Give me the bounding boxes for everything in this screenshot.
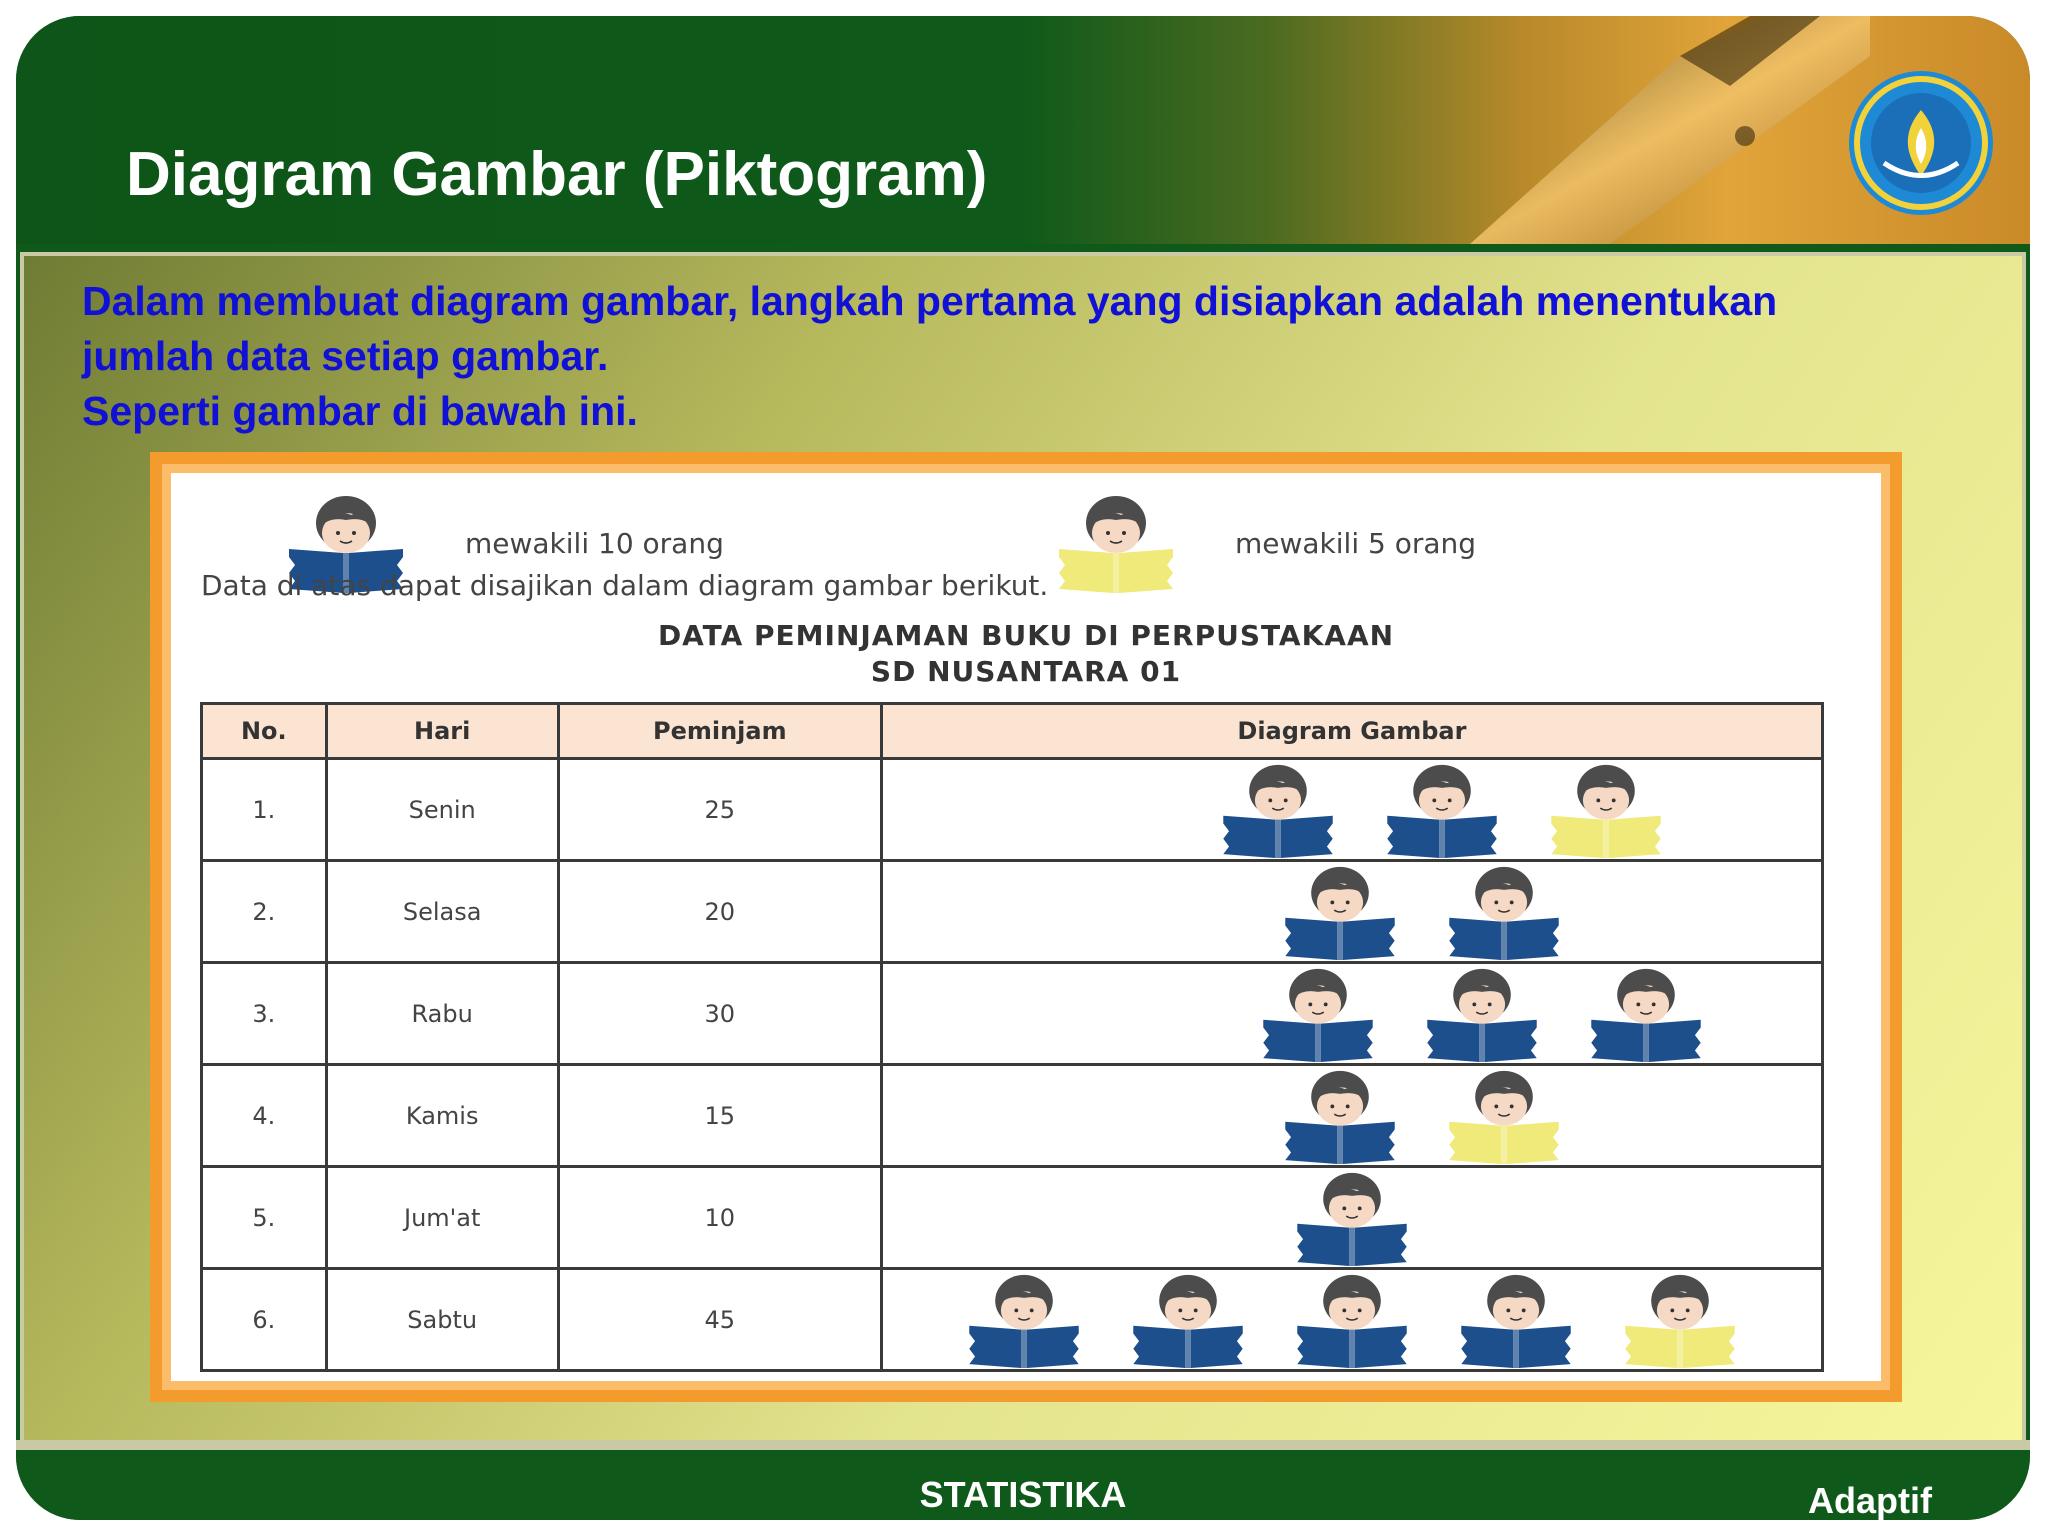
- fountain-pen-image: [1350, 16, 1870, 244]
- intro-line: jumlah data setiap gambar.: [82, 333, 609, 379]
- header-hari: Hari: [326, 704, 558, 759]
- reader-icon-blue: [1453, 1272, 1579, 1368]
- table-row: [202, 1167, 1823, 1269]
- pictogram-table: [200, 702, 1824, 1372]
- table-header-row: [202, 704, 1823, 759]
- cell-diagram: [881, 1065, 1822, 1167]
- slide-title: Diagram Gambar (Piktogram): [126, 140, 988, 209]
- reader-icon-blue: [1441, 864, 1567, 960]
- reader-icon-yellow: [1543, 762, 1669, 858]
- reader-icon-blue: [1277, 1068, 1403, 1164]
- cell-hari: Jum'at: [326, 1167, 558, 1269]
- cell-peminjam: 45: [558, 1269, 881, 1371]
- table-row: [202, 963, 1823, 1065]
- reader-icon-blue: [961, 1272, 1087, 1368]
- cell-diagram: [881, 963, 1822, 1065]
- header-diagram: Diagram Gambar: [881, 704, 1822, 759]
- slide: [16, 16, 2030, 1520]
- cell-diagram: [881, 1269, 1822, 1371]
- reader-icon-yellow: [1051, 493, 1181, 593]
- cell-no: 3.: [202, 963, 327, 1065]
- tut-wuri-handayani-logo: [1846, 68, 1996, 218]
- cell-no: 4.: [202, 1065, 327, 1167]
- cell-hari: Senin: [326, 759, 558, 861]
- cell-hari: Rabu: [326, 963, 558, 1065]
- cell-diagram: [881, 1167, 1822, 1269]
- table-row: [202, 861, 1823, 963]
- reader-icon-blue: [1125, 1272, 1251, 1368]
- cell-hari: Selasa: [326, 861, 558, 963]
- reader-icon-blue: [1289, 1170, 1415, 1266]
- cell-hari: Kamis: [326, 1065, 558, 1167]
- cell-no: 1.: [202, 759, 327, 861]
- slide-content: [20, 252, 2026, 1448]
- slide-header: [16, 16, 2030, 244]
- reader-icon-blue: [1255, 966, 1381, 1062]
- cell-hari: Sabtu: [326, 1269, 558, 1371]
- table-subtitle: SD NUSANTARA 01: [870, 655, 1182, 688]
- cell-no: 2.: [202, 861, 327, 963]
- cell-peminjam: 10: [558, 1167, 881, 1269]
- cell-peminjam: 15: [558, 1065, 881, 1167]
- legend-item-yellow: [1051, 493, 1611, 585]
- reader-icon-blue: [1289, 1272, 1415, 1368]
- reader-icon-blue: [1419, 966, 1545, 1062]
- legend-label: mewakili 10 orang: [465, 527, 724, 560]
- reader-icon-blue: [1379, 762, 1505, 858]
- table-title: DATA PEMINJAMAN BUKU DI PERPUSTAKAAN: [657, 619, 1395, 652]
- intro-text: [82, 274, 1982, 439]
- cell-peminjam: 25: [558, 759, 881, 861]
- header-no: No.: [202, 704, 327, 759]
- cell-peminjam: 20: [558, 861, 881, 963]
- cell-peminjam: 30: [558, 963, 881, 1065]
- cell-diagram: [881, 861, 1822, 963]
- reader-icon-yellow: [1441, 1068, 1567, 1164]
- table-row: [202, 1269, 1823, 1371]
- footer-topic: STATISTIKA: [919, 1474, 1127, 1515]
- intro-line: Seperti gambar di bawah ini.: [82, 388, 638, 434]
- cell-no: 6.: [202, 1269, 327, 1371]
- footer-label: Adaptif: [1808, 1480, 1932, 1520]
- table-row: [202, 759, 1823, 861]
- header-peminjam: Peminjam: [558, 704, 881, 759]
- reader-icon-blue: [1215, 762, 1341, 858]
- intro-line: Dalam membuat diagram gambar, langkah pertama yang disiapkan adalah menentukan: [82, 278, 1778, 324]
- pictogram-paper: [171, 473, 1881, 1381]
- reader-icon-blue: [1277, 864, 1403, 960]
- pictogram-figure: [150, 452, 1902, 1402]
- reader-icon-yellow: [1617, 1272, 1743, 1368]
- table-row: [202, 1065, 1823, 1167]
- reader-icon-blue: [1583, 966, 1709, 1062]
- cell-diagram: [881, 759, 1822, 861]
- cell-no: 5.: [202, 1167, 327, 1269]
- figure-caption: Data di atas dapat disajikan dalam diagram gambar berikut.: [201, 569, 1049, 602]
- legend-label: mewakili 5 orang: [1235, 527, 1477, 560]
